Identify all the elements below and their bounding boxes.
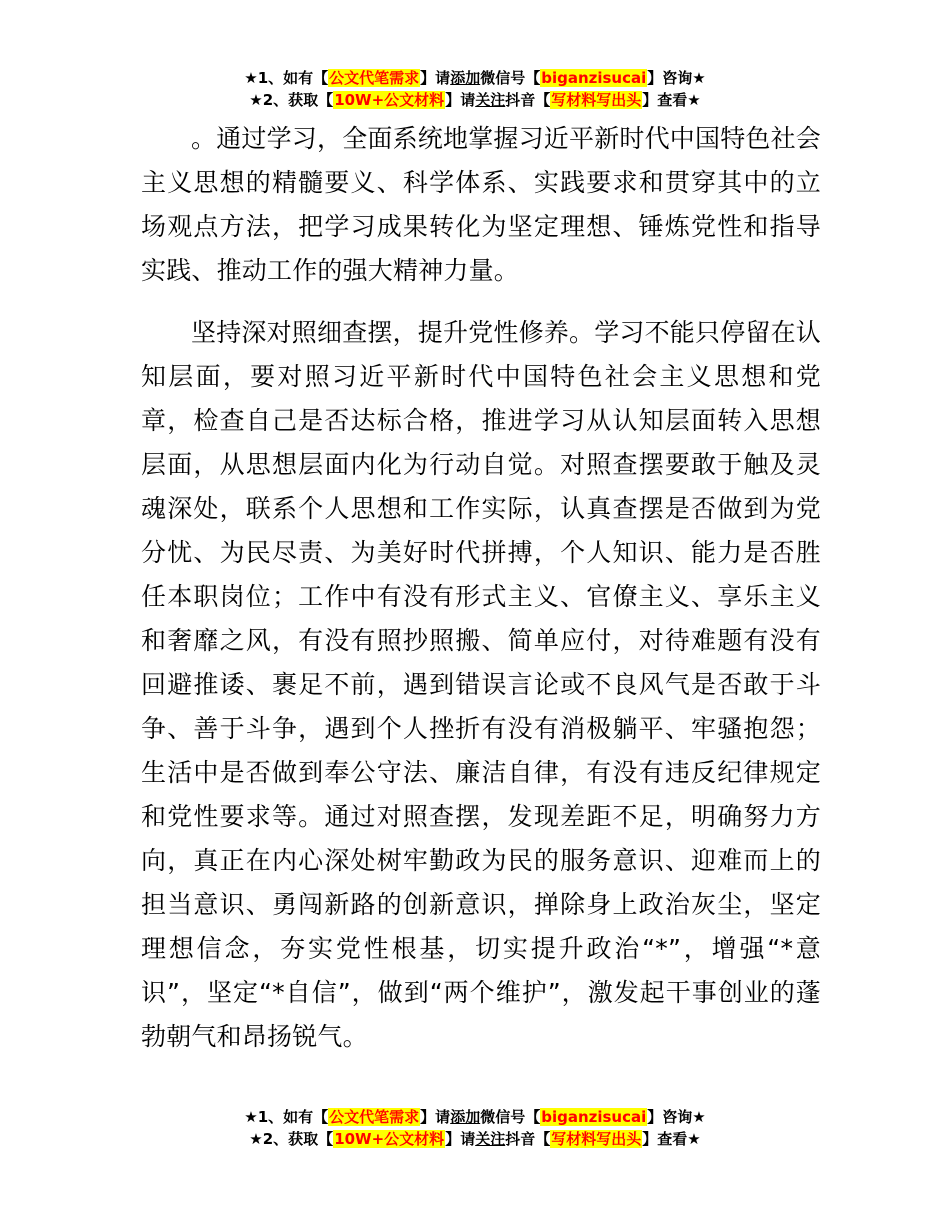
highlight-wechat-id: biganzisucai xyxy=(541,69,647,87)
header-line-2 xyxy=(0,89,950,111)
underlined-follow: 关注 xyxy=(475,1130,506,1148)
header-text: 】请 xyxy=(445,91,476,109)
highlight-douyin-account: 写材料写出头 xyxy=(551,91,642,109)
footer-text: 】请 xyxy=(420,1108,451,1126)
header-text: 抖音【 xyxy=(505,91,551,109)
body-paragraph-1: 。通过学习，全面系统地掌握习近平新时代中国特色社会主义思想的精髓要义、科学体系、实践要求和贯穿其中的立场观点方法，把学习成果转化为坚定理想、锤炼党性和指导实践、推动工作的强大精神力量。 xyxy=(141,124,822,285)
footer-text: 】查看★ xyxy=(642,1130,701,1148)
footer-text: 抖音【 xyxy=(505,1130,551,1148)
footer-text: 】咨询★ xyxy=(647,1108,706,1126)
footer-text: 】请 xyxy=(445,1130,476,1148)
underlined-add: 添加 xyxy=(450,69,481,87)
header-text: 】请 xyxy=(420,69,451,87)
footer-text: ★1、如有【 xyxy=(244,1108,329,1126)
highlight-wechat-id: biganzisucai xyxy=(541,1108,647,1126)
body-paragraph-2: 坚持深对照细查摆，提升党性修养。学习不能只停留在认知层面，要对照习近平新时代中国特色社会主义思想和党章，检查自己是否达标合格，推进学习从认知层面转入思想层面，从思想层面内化为行动自觉。对照查摆要敢于触及灵魂深处，联系个人思想和工作实际，认真查摆是否做到为党分忧、为民尽责、为美好时代拼搏，个人知识、能力是否胜任本职岗位；工作中有没有形式主义、官僚主义、享乐主义和奢靡之风，有没有照抄照搬、简单应付，对待难题有没有回避推诿、裹足不前，遇到错误言论或不良风气是否敢于斗争、善于斗争，遇到个人挫折有没有消极躺平、牢骚抱怨；生活中是否做到奉公守法、廉洁自律，有没有违反纪律规定和党性要求等。通过对照查摆，发现差距不足，明确努力方向，真正在内心深处树牢勤政为民的服务意识、迎难而上的担当意识、勇闯新路的创新意识，掸除身上政治灰尘，坚定理想信念，夯实党性根基，切实提升政治“*”，增强“*意识”，坚定“*自信”，做到“两个维护”，激发起干事创业的蓬勃朝气和昂扬锐气。 xyxy=(141,318,822,1051)
underlined-follow: 关注 xyxy=(475,91,506,109)
highlight-materials: 10W+公文材料 xyxy=(334,91,445,109)
header-text: ★2、获取【 xyxy=(249,91,334,109)
header-text: 微信号【 xyxy=(480,69,541,87)
footer-text: 微信号【 xyxy=(480,1108,541,1126)
highlight-materials: 10W+公文材料 xyxy=(334,1130,445,1148)
header-text: ★1、如有【 xyxy=(244,69,329,87)
highlight-douyin-account: 写材料写出头 xyxy=(551,1130,642,1148)
header-text: 】查看★ xyxy=(642,91,701,109)
paragraph-spacer xyxy=(141,293,821,311)
header-text: 】咨询★ xyxy=(647,69,706,87)
footer-text: ★2、获取【 xyxy=(249,1130,334,1148)
header-banner xyxy=(0,67,950,111)
footer-banner xyxy=(0,1106,950,1150)
header-line-1 xyxy=(0,67,950,89)
footer-line-1 xyxy=(0,1106,950,1128)
underlined-add: 添加 xyxy=(450,1108,481,1126)
document-body xyxy=(141,117,821,1059)
highlight-ghostwriting: 公文代笔需求 xyxy=(329,1108,420,1126)
highlight-ghostwriting: 公文代笔需求 xyxy=(329,69,420,87)
footer-line-2 xyxy=(0,1128,950,1150)
